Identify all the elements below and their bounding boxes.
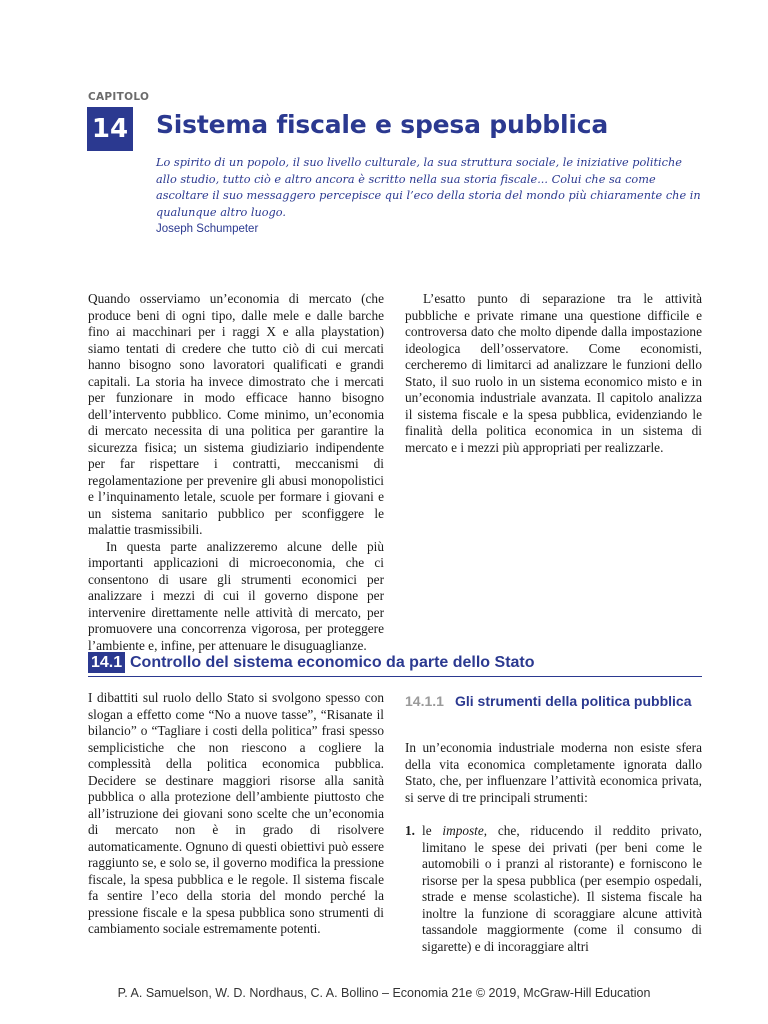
intro-text-3: L’esatto punto di separazione tra le attività pubbliche e private rimane una questione difficile e controversa dato che molto dipende dalla impostazione ideologica dell’osservatore. Come economisti, cercheremo di limitarci ad analizzare le funzioni dello Stato, il suo ruolo in un sistema economico misto e in un’economia industriale avanzata. Il capitolo analizza il sistema fiscale e la spesa pubblica, evidenziando le finalità della politica economica in un sistema di mercato e i mezzi più appropriati per realizzarle. <box>405 291 702 455</box>
intro-paragraph-1 <box>88 291 384 654</box>
list-item-pre: le <box>422 823 443 838</box>
epigraph-quote: Lo spirito di un popolo, il suo livello culturale, la sua struttura sociale, le iniziative politiche allo studio, tutto ciò e altro ancora è scritto nella sua storia fiscale... Colui che sa come ascoltare il suo messaggero percepisce qui l’eco della storia del mondo più chiaramente che in qualunque altro luogo. <box>156 156 701 219</box>
section-text: I dibattiti sul ruolo dello Stato si svolgono spesso con slogan a effetto come “No a nuove tasse”, “Risanate il bilancio” o “Tagliare i costi della politica” frasi spesso semplicistiche che non riescono a cogliere la complessità della politica economica pubblica. Decidere se destinare maggiori risorse alla sanità pubblica o alla protezione dell’ambiente piuttosto che all’istruzione dei giovani sono scelte che un’economia di mercato non è in grado di risolvere automaticamente. Ognuno di questi obiettivi può essere raggiunto se, e solo se, il governo modifica la pressione fiscale, la spesa pubblica e le regole. Il sistema fiscale fa sentire l’eco della storia del mondo perché la pressione fiscale e la spesa pubblica sono strumenti di cambiamento sociale estremamente potenti. <box>88 690 384 936</box>
section-title: Controllo del sistema economico da parte dello Stato <box>130 654 535 671</box>
epigraph-author: Joseph Schumpeter <box>156 223 259 235</box>
subsection-number: 14.1.1 <box>405 693 444 709</box>
subsection-body <box>405 740 702 806</box>
subsection-title: Gli strumenti della politica pubblica <box>455 693 692 709</box>
intro-paragraph-3 <box>405 291 702 456</box>
section-heading <box>88 650 702 677</box>
list-item-emphasis: imposte <box>442 823 484 838</box>
section-body <box>88 690 384 938</box>
list-item-text <box>422 823 702 955</box>
subsection-text: In un’economia industriale moderna non esiste sfera della vita economica completamente ignorata dallo Stato, che, per influenzare l’attività economica privata, si serve di tre principali strumenti: <box>405 740 702 805</box>
intro-text-2: In questa parte analizzeremo alcune delle più importanti applicazioni di microeconomia, che ci consentono di usare gli strumenti economici per analizzare i mezzi di cui il governo dispone per intervenire direttamente nelle attività di mercato, per promuovere una concorrenza vigorosa, per proteggere l’ambiente e, infine, per attenuare le disuguaglianze. <box>88 538 384 653</box>
list-item-post: , che, riducendo il reddito privato, limitano le spese dei privati (per beni come le automobili o i pranzi al ristorante) e forniscono le risorse per la spesa pubblica (per esempio ospedali, strade e mense scolastiche). Il sistema fiscale ha inoltre la funzione di scoraggiare alcune attività tassandole maggiormente (come il consumo di sigarette) e di incoraggiare altri <box>422 823 703 954</box>
chapter-label: CAPITOLO <box>88 91 150 103</box>
chapter-title: Sistema fiscale e spesa pubblica <box>156 110 608 139</box>
chapter-number-badge: 14 <box>87 107 133 151</box>
page-footer: P. A. Samuelson, W. D. Nordhaus, C. A. Bollino – Economia 21e © 2019, McGraw-Hill Education <box>117 986 651 1000</box>
intro-text-1: Quando osserviamo un’economia di mercato (che produce beni di ogni tipo, dalle mele e dalle barche fino ai macchinari per i raggi X e alla playstation) siamo tentati di credere che tutto ciò di cui mercati hanno bisogno sono lavoratori qualificati e grandi capitali. La storia ha invece dimostrato che i mercati per funzionare in modo efficace hanno bisogno dell’intervento pubblico. Come minimo, un’economia di mercato necessita di una politica per garantire la sicurezza fisica; un sistema giudiziario indipendente per far rispettare i contratti, meccanismi di regolamentazione per prevenire gli abusi monopolistici e l’inquinamento letale, scuole per formare i giovani e un sistema sanitario pubblico per sconfiggere le malattie trasmissibili. <box>88 291 384 537</box>
list-item-number: 1. <box>405 823 415 838</box>
epigraph <box>156 155 704 238</box>
list-item <box>405 823 702 955</box>
section-number: 14.1 <box>88 652 125 673</box>
